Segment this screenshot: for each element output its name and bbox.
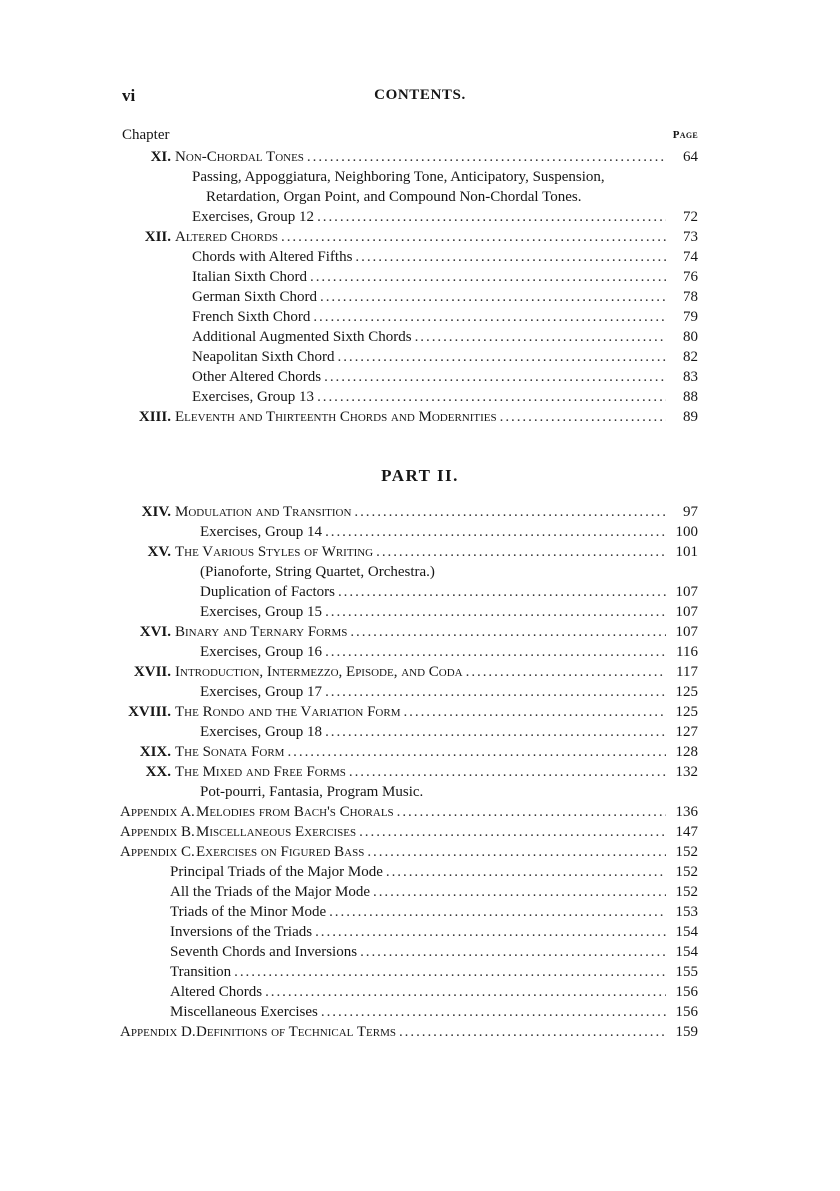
dot-leader	[373, 882, 666, 902]
page-number-ref: 74	[683, 249, 698, 265]
entry-title: Italian Sixth Chord	[192, 269, 307, 285]
page-number-ref: 152	[675, 884, 698, 900]
dot-leader	[310, 267, 666, 287]
toc-entry	[120, 642, 698, 662]
toc-entry	[120, 1022, 698, 1042]
entry-title: Seventh Chords and Inversions	[170, 944, 358, 960]
dot-leader	[354, 502, 666, 522]
dot-leader	[329, 902, 666, 922]
dot-leader	[325, 722, 666, 742]
entry-title: Additional Augmented Sixth Chords	[192, 329, 412, 345]
entry-line	[175, 407, 666, 427]
entry-line	[175, 662, 666, 682]
toc-entry	[120, 407, 698, 427]
entry-title: All the Triads of the Major Mode	[170, 884, 370, 900]
entry-line	[196, 802, 666, 822]
page-number-ref: 154	[675, 944, 698, 960]
toc-entry	[120, 522, 698, 542]
toc-entry	[120, 882, 698, 902]
toc-entry	[120, 247, 698, 267]
entry-line	[192, 247, 666, 267]
entry-title: Non-Chordal Tones	[175, 149, 304, 165]
dot-leader	[399, 1022, 666, 1042]
dot-leader	[265, 982, 666, 1002]
dot-leader	[325, 522, 666, 542]
page-number-ref: 152	[675, 844, 698, 860]
entry-title: Transition	[170, 964, 232, 980]
entry-line	[200, 562, 698, 582]
entry-title: Pot-pourri, Fantasia, Program Music.	[200, 784, 424, 800]
entry-line	[170, 962, 666, 982]
dot-leader	[397, 802, 666, 822]
entry-line	[170, 862, 666, 882]
toc-entry	[120, 802, 698, 822]
dot-leader	[466, 662, 666, 682]
dot-leader	[321, 1002, 666, 1022]
entry-line	[175, 227, 666, 247]
entry-title: Exercises, Group 12	[192, 209, 315, 225]
entry-line	[170, 942, 666, 962]
entry-title: Exercises, Group 16	[200, 644, 323, 660]
entry-line	[200, 602, 666, 622]
page-number-ref: 101	[675, 544, 698, 560]
entry-line	[200, 582, 666, 602]
entry-line	[192, 207, 666, 227]
dot-leader	[324, 367, 666, 387]
entry-title: Exercises, Group 18	[200, 724, 323, 740]
toc-entry	[120, 842, 698, 862]
entry-line	[175, 502, 666, 522]
toc-entry	[120, 682, 698, 702]
entry-title: Chords with Altered Fifths	[192, 249, 353, 265]
entry-line	[192, 167, 698, 187]
page-number-ref: 153	[675, 904, 698, 920]
toc-entry	[120, 502, 698, 522]
entry-line	[200, 682, 666, 702]
appendix-label: Appendix D.	[120, 1024, 196, 1040]
toc-entry	[120, 702, 698, 722]
toc-entry	[120, 1002, 698, 1022]
page-number-ref: 156	[675, 1004, 698, 1020]
entry-line	[170, 882, 666, 902]
entry-title: Miscellaneous Exercises	[196, 824, 357, 840]
entry-line	[196, 842, 666, 862]
entry-title: Melodies from Bach's Chorals	[196, 804, 394, 820]
page-number-ref: 78	[683, 289, 698, 305]
dot-leader	[315, 922, 666, 942]
toc-entry	[120, 542, 698, 562]
toc-entry	[120, 387, 698, 407]
running-head: CONTENTS.	[374, 87, 466, 103]
chapter-number: XII.	[144, 229, 171, 245]
toc-entry	[120, 902, 698, 922]
page-number-ref: 125	[675, 684, 698, 700]
dot-leader	[325, 642, 666, 662]
page-number-ref: 147	[675, 824, 698, 840]
entry-line	[200, 642, 666, 662]
toc-entry	[120, 582, 698, 602]
page-number-ref: 152	[675, 864, 698, 880]
page-number-ref: 132	[675, 764, 698, 780]
toc-entry	[120, 267, 698, 287]
entry-title: The Sonata Form	[175, 744, 285, 760]
toc-entry	[120, 922, 698, 942]
page-number-ref: 136	[675, 804, 698, 820]
entry-title: Definitions of Technical Terms	[196, 1024, 396, 1040]
toc-entry	[120, 602, 698, 622]
toc-entry	[120, 367, 698, 387]
entry-line	[206, 187, 698, 207]
chapter-column-label: Chapter	[122, 127, 170, 143]
toc-part-two	[120, 502, 698, 1042]
page-number-ref: 128	[675, 744, 698, 760]
dot-leader	[320, 287, 666, 307]
dot-leader	[359, 822, 666, 842]
dot-leader	[403, 702, 666, 722]
page-number-ref: 97	[683, 504, 698, 520]
entry-title: Binary and Ternary Forms	[175, 624, 348, 640]
page-number-ref: 80	[683, 329, 698, 345]
dot-leader	[355, 247, 666, 267]
entry-line	[196, 822, 666, 842]
entry-title: Introduction, Intermezzo, Episode, and Coda	[175, 664, 463, 680]
page-number-ref: 159	[675, 1024, 698, 1040]
page-number-ref: 89	[683, 409, 698, 425]
entry-line	[170, 922, 666, 942]
dot-leader	[500, 407, 666, 427]
appendix-label: Appendix B.	[120, 824, 195, 840]
entry-title: Altered Chords	[175, 229, 279, 245]
chapter-number: XVI.	[139, 624, 171, 640]
entry-line	[192, 267, 666, 287]
toc-entry	[120, 762, 698, 782]
page-number-ref: 79	[683, 309, 698, 325]
dot-leader	[313, 307, 666, 327]
toc-entry	[120, 227, 698, 247]
toc-entry	[120, 942, 698, 962]
entry-line	[192, 347, 666, 367]
page-number-ref: 127	[675, 724, 698, 740]
page-number-ref: 72	[683, 209, 698, 225]
toc-entry	[120, 722, 698, 742]
dot-leader	[350, 622, 666, 642]
chapter-number: XV.	[147, 544, 171, 560]
dot-leader	[317, 207, 666, 227]
page-number-ref: 125	[675, 704, 698, 720]
entry-title: Principal Triads of the Major Mode	[170, 864, 383, 880]
entry-title: Exercises, Group 17	[200, 684, 323, 700]
appendix-label: Appendix A.	[120, 804, 195, 820]
page-number-ref: 156	[675, 984, 698, 1000]
toc-entry	[120, 287, 698, 307]
entry-title: Exercises, Group 15	[200, 604, 323, 620]
entry-line	[175, 742, 666, 762]
entry-title: Triads of the Minor Mode	[170, 904, 327, 920]
dot-leader	[376, 542, 666, 562]
entry-line	[192, 387, 666, 407]
page-number-ref: 107	[675, 604, 698, 620]
page-number-ref: 155	[675, 964, 698, 980]
entry-line	[175, 542, 666, 562]
chapter-number: XX.	[145, 764, 171, 780]
part-two-heading: PART II.	[381, 466, 459, 485]
page-number-ref: 107	[675, 624, 698, 640]
entry-title: Eleventh and Thirteenth Chords and Modernities	[175, 409, 497, 425]
entry-line	[192, 307, 666, 327]
dot-leader	[349, 762, 666, 782]
entry-title: Neapolitan Sixth Chord	[192, 349, 335, 365]
entry-line	[200, 522, 666, 542]
dot-leader	[325, 602, 666, 622]
appendix-label: Appendix C.	[120, 844, 195, 860]
page-column-label: Page	[672, 129, 698, 141]
page-number-ref: 100	[675, 524, 698, 540]
toc-continuation-line	[120, 167, 698, 187]
entry-line	[192, 367, 666, 387]
dot-leader	[338, 347, 667, 367]
toc-entry	[120, 207, 698, 227]
chapter-number: XI.	[150, 149, 171, 165]
toc-entry	[120, 147, 698, 167]
entry-title: Passing, Appoggiatura, Neighboring Tone, Anticipatory, Suspension,	[192, 169, 605, 185]
entry-line	[200, 722, 666, 742]
page-number: vi	[122, 86, 136, 105]
dot-leader	[325, 682, 666, 702]
dot-leader	[307, 147, 666, 167]
entry-line	[196, 1022, 666, 1042]
dot-leader	[360, 942, 666, 962]
chapter-number: XIX.	[139, 744, 171, 760]
toc-entry	[120, 327, 698, 347]
entry-title: The Mixed and Free Forms	[175, 764, 346, 780]
entry-title: Exercises, Group 14	[200, 524, 323, 540]
page-number-ref: 154	[675, 924, 698, 940]
entry-title: Miscellaneous Exercises	[170, 1004, 318, 1020]
toc-continuation-line	[120, 562, 698, 582]
entry-title: Exercises, Group 13	[192, 389, 315, 405]
entry-line	[175, 762, 666, 782]
dot-leader	[281, 227, 666, 247]
toc-entry	[120, 662, 698, 682]
page-number-ref: 82	[683, 349, 698, 365]
entry-title: Duplication of Factors	[200, 584, 335, 600]
toc-entry	[120, 622, 698, 642]
toc-entry	[120, 822, 698, 842]
toc-entry	[120, 742, 698, 762]
entry-line	[200, 782, 698, 802]
chapter-number: XVIII.	[128, 704, 171, 720]
toc-continuation-line	[120, 187, 698, 207]
entry-title: Other Altered Chords	[192, 369, 322, 385]
entry-line	[192, 327, 666, 347]
page-number-ref: 107	[675, 584, 698, 600]
entry-title: German Sixth Chord	[192, 289, 317, 305]
entry-title: Modulation and Transition	[175, 504, 352, 520]
toc-entry	[120, 307, 698, 327]
dot-leader	[234, 962, 666, 982]
page-number-ref: 64	[683, 149, 698, 165]
page-number-ref: 73	[683, 229, 698, 245]
entry-title: Altered Chords	[170, 984, 263, 1000]
page-number-ref: 76	[683, 269, 698, 285]
toc-entry	[120, 347, 698, 367]
dot-leader	[367, 842, 666, 862]
toc-entry	[120, 982, 698, 1002]
chapter-number: XVII.	[133, 664, 171, 680]
page-header	[0, 86, 840, 108]
chapter-number: XIII.	[138, 409, 171, 425]
entry-title: (Pianoforte, String Quartet, Orchestra.)	[200, 564, 435, 580]
entry-title: Inversions of the Triads	[170, 924, 313, 940]
dot-leader	[415, 327, 666, 347]
dot-leader	[317, 387, 666, 407]
entry-line	[175, 147, 666, 167]
chapter-number: XIV.	[141, 504, 171, 520]
toc-entry	[120, 962, 698, 982]
entry-line	[192, 287, 666, 307]
entry-line	[175, 702, 666, 722]
entry-line	[170, 1002, 666, 1022]
page-number-ref: 88	[683, 389, 698, 405]
column-headers	[120, 127, 698, 147]
page-number-ref: 117	[676, 664, 698, 680]
entry-title: The Various Styles of Writing	[175, 544, 374, 560]
toc-continuation-line	[120, 782, 698, 802]
dot-leader	[287, 742, 666, 762]
entry-line	[170, 982, 666, 1002]
dot-leader	[386, 862, 666, 882]
entry-title: The Rondo and the Variation Form	[175, 704, 401, 720]
entry-title: French Sixth Chord	[192, 309, 311, 325]
toc-part-one	[120, 147, 698, 427]
page-number-ref: 83	[683, 369, 698, 385]
dot-leader	[338, 582, 666, 602]
entry-title: Retardation, Organ Point, and Compound Non-Chordal Tones.	[206, 189, 582, 205]
toc-entry	[120, 862, 698, 882]
entry-line	[175, 622, 666, 642]
entry-title: Exercises on Figured Bass	[196, 844, 365, 860]
entry-line	[170, 902, 666, 922]
page-number-ref: 116	[676, 644, 698, 660]
